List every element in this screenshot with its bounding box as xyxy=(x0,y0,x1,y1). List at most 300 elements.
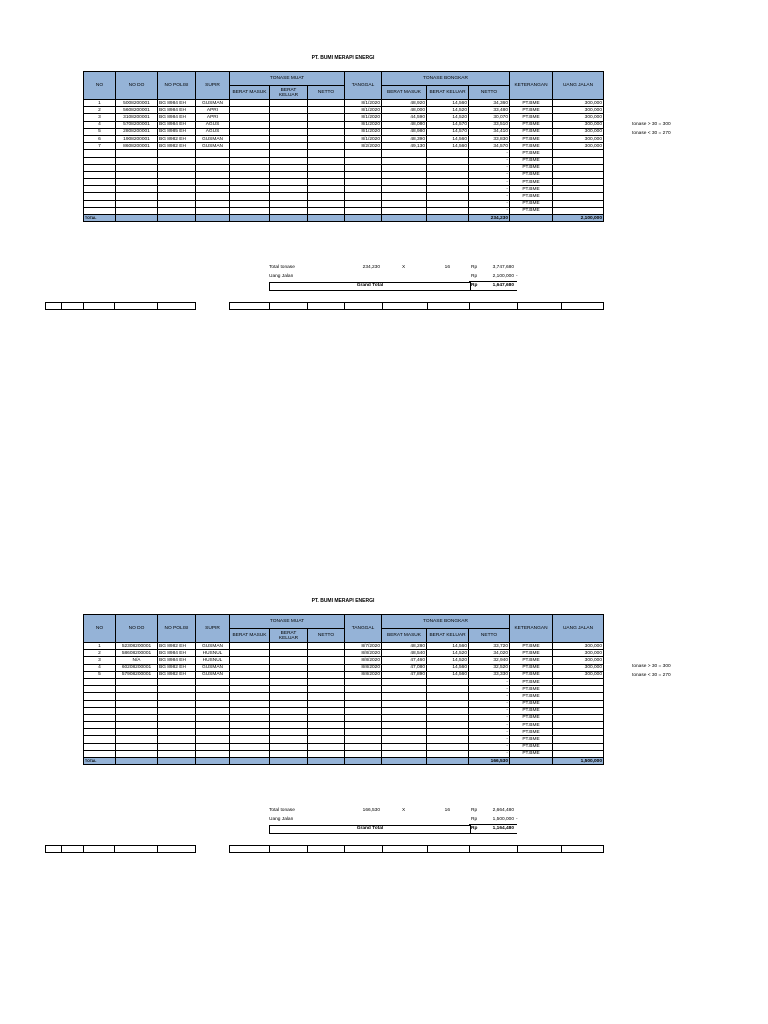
cell-empty xyxy=(345,193,382,200)
cell-netto: - xyxy=(469,729,510,736)
table-row xyxy=(84,100,604,107)
cell-netto: - xyxy=(469,171,510,178)
cell-netto: 34,410 xyxy=(469,128,510,135)
company-title: PT. BUMI MERAPI ENERGI xyxy=(311,55,375,61)
cell-empty xyxy=(345,700,382,707)
cell-keterangan: PT.BME xyxy=(510,729,553,736)
cell-empty xyxy=(116,700,158,707)
cell-empty xyxy=(382,157,427,164)
cell-empty xyxy=(196,743,230,750)
cell-tanggal: 8/1/2020 xyxy=(345,135,382,142)
cell-empty xyxy=(84,736,116,743)
cell-empty xyxy=(553,200,604,207)
cell-empty xyxy=(270,657,308,664)
cell-empty xyxy=(553,686,604,693)
cell-empty xyxy=(84,171,116,178)
cell-empty xyxy=(553,736,604,743)
cell-empty xyxy=(427,193,469,200)
cell-empty xyxy=(230,100,270,107)
cell-empty xyxy=(308,643,345,650)
cell-netto: - xyxy=(469,743,510,750)
empty-cell xyxy=(229,302,270,310)
cell-empty xyxy=(382,164,427,171)
cell-supir: GUSMAN xyxy=(196,100,230,107)
cell-empty xyxy=(230,678,270,685)
tonase-amount: 2,664,480 xyxy=(492,808,514,813)
cell-empty xyxy=(116,693,158,700)
cell-empty xyxy=(230,722,270,729)
cell-empty xyxy=(427,150,469,157)
cell-uang-jalan: 300,000 xyxy=(553,671,604,678)
table-row-empty xyxy=(84,700,604,707)
cell-netto: - xyxy=(469,686,510,693)
header-no: NO xyxy=(84,72,116,100)
cell-empty xyxy=(158,743,196,750)
cell-berat-keluar: 14,560 xyxy=(427,671,469,678)
cell-empty xyxy=(158,179,196,186)
cell-no-do: 8608200001 xyxy=(116,143,158,150)
shipment-sheet-2 xyxy=(83,598,603,843)
cell-supir: HUSNUL xyxy=(196,650,230,657)
cell-no-do: 3108200001 xyxy=(116,114,158,121)
cell-empty xyxy=(196,200,230,207)
cell-empty xyxy=(270,729,308,736)
cell-empty xyxy=(230,179,270,186)
cell-empty xyxy=(158,164,196,171)
cell-empty xyxy=(270,200,308,207)
table-row-empty xyxy=(84,678,604,685)
total-cell xyxy=(382,758,427,765)
cell-netto: - xyxy=(469,200,510,207)
cell-berat-masuk: 49,130 xyxy=(382,143,427,150)
cell-empty xyxy=(230,200,270,207)
shipment-table xyxy=(83,614,604,765)
cell-netto: 30,070 xyxy=(469,114,510,121)
cell-netto: 33,510 xyxy=(469,121,510,128)
cell-empty xyxy=(270,722,308,729)
table-row-empty xyxy=(84,707,604,714)
cell-berat-masuk: 47,080 xyxy=(382,664,427,671)
cell-empty xyxy=(270,671,308,678)
header-berat-keluar: BERAT KELUAR xyxy=(427,86,469,100)
cell-empty xyxy=(308,714,345,721)
empty-cell xyxy=(45,302,62,310)
total-cell xyxy=(230,758,270,765)
header-supir: SUPIR xyxy=(196,615,230,643)
total-row xyxy=(84,758,604,765)
cell-empty xyxy=(553,693,604,700)
cell-empty xyxy=(553,678,604,685)
header-tanggal: TANGGAL xyxy=(345,72,382,100)
empty-cell xyxy=(45,845,62,853)
total-cell xyxy=(270,758,308,765)
cell-empty xyxy=(270,750,308,757)
cell-keterangan: PT.BME xyxy=(510,743,553,750)
cell-empty xyxy=(196,193,230,200)
cell-berat-masuk: 48,390 xyxy=(382,135,427,142)
cell-empty xyxy=(270,171,308,178)
cell-no: 7 xyxy=(84,143,116,150)
header-keterangan: KETERANGAN xyxy=(510,72,553,100)
cell-no-do: 58608200001 xyxy=(116,650,158,657)
cell-no-polisi: BG 8985 EH xyxy=(158,128,196,135)
cell-netto: 33,830 xyxy=(469,135,510,142)
cell-empty xyxy=(158,686,196,693)
cell-netto: 33,330 xyxy=(469,671,510,678)
cell-empty xyxy=(345,164,382,171)
table-row-empty xyxy=(84,722,604,729)
cell-netto: 32,520 xyxy=(469,664,510,671)
table-row-empty xyxy=(84,157,604,164)
table-row xyxy=(84,671,604,678)
table-row-empty xyxy=(84,186,604,193)
cell-no-polisi: BG 8982 EH xyxy=(158,135,196,142)
header-no-do: NO DO xyxy=(116,615,158,643)
cell-uang-jalan: 300,000 xyxy=(553,643,604,650)
header-tonase-bongkar: TONASE BONGKAR xyxy=(382,615,510,629)
cell-keterangan: PT.BME xyxy=(510,193,553,200)
currency-label: Rp xyxy=(471,265,478,270)
cell-empty xyxy=(308,200,345,207)
currency-label: Rp xyxy=(471,808,478,813)
cell-netto: 34,360 xyxy=(469,100,510,107)
cell-empty xyxy=(158,729,196,736)
cell-keterangan: PT.BME xyxy=(510,722,553,729)
cell-empty xyxy=(553,700,604,707)
cell-tanggal: 8/8/2020 xyxy=(345,650,382,657)
cell-supir: AGUS xyxy=(196,121,230,128)
cell-empty xyxy=(345,207,382,214)
cell-no: 1 xyxy=(84,100,116,107)
cell-empty xyxy=(158,200,196,207)
cell-empty xyxy=(230,714,270,721)
cell-empty xyxy=(308,114,345,121)
header-uang-jalan: UANG JALAN xyxy=(553,72,604,100)
cell-no-do: 5008200001 xyxy=(116,100,158,107)
cell-empty xyxy=(553,186,604,193)
header-keterangan: KETERANGAN xyxy=(510,615,553,643)
cell-empty xyxy=(230,164,270,171)
cell-empty xyxy=(308,150,345,157)
tonase-note: tonase > 30 = 300 xyxy=(632,122,671,127)
cell-empty xyxy=(116,736,158,743)
cell-no-do: 52308200001 xyxy=(116,643,158,650)
cell-no-do: 57908200001 xyxy=(116,671,158,678)
cell-empty xyxy=(427,678,469,685)
cell-empty xyxy=(427,743,469,750)
cell-empty xyxy=(270,107,308,114)
cell-empty xyxy=(270,664,308,671)
empty-cell xyxy=(517,845,562,853)
cell-empty xyxy=(270,714,308,721)
cell-empty xyxy=(158,207,196,214)
total-cell xyxy=(345,215,382,222)
cell-no-polisi: BG 8982 EH xyxy=(158,671,196,678)
cell-netto: - xyxy=(469,707,510,714)
empty-cell xyxy=(83,845,115,853)
cell-tanggal: 8/1/2020 xyxy=(345,128,382,135)
total-cell xyxy=(510,215,553,222)
cell-empty xyxy=(270,693,308,700)
cell-empty xyxy=(270,157,308,164)
cell-keterangan: PT.BME xyxy=(510,200,553,207)
cell-empty xyxy=(270,186,308,193)
cell-empty xyxy=(553,714,604,721)
cell-empty xyxy=(230,150,270,157)
total-uang-jalan: 1,500,000 xyxy=(553,758,604,765)
cell-empty xyxy=(84,693,116,700)
cell-empty xyxy=(308,729,345,736)
cell-empty xyxy=(158,714,196,721)
cell-empty xyxy=(382,729,427,736)
cell-empty xyxy=(196,686,230,693)
cell-empty xyxy=(308,722,345,729)
total-cell xyxy=(230,215,270,222)
cell-empty xyxy=(553,150,604,157)
cell-no: 6 xyxy=(84,135,116,142)
cell-berat-masuk: 48,540 xyxy=(382,650,427,657)
cell-empty xyxy=(308,135,345,142)
cell-empty xyxy=(427,707,469,714)
currency-label: Rp xyxy=(471,826,478,831)
cell-empty xyxy=(84,200,116,207)
cell-netto: - xyxy=(469,186,510,193)
empty-cell xyxy=(382,302,428,310)
cell-keterangan: PT.BME xyxy=(510,750,553,757)
cell-empty xyxy=(382,693,427,700)
cell-empty xyxy=(230,707,270,714)
cell-empty xyxy=(158,693,196,700)
cell-netto: 32,940 xyxy=(469,657,510,664)
cell-empty xyxy=(230,143,270,150)
total-cell xyxy=(308,215,345,222)
header-no-do: NO DO xyxy=(116,72,158,100)
currency-label: Rp xyxy=(471,283,478,288)
cell-empty xyxy=(196,150,230,157)
cell-empty xyxy=(345,686,382,693)
cell-empty xyxy=(158,186,196,193)
cell-keterangan: PT.BME xyxy=(510,143,553,150)
cell-empty xyxy=(84,743,116,750)
cell-empty xyxy=(427,686,469,693)
cell-empty xyxy=(196,186,230,193)
total-cell xyxy=(196,758,230,765)
cell-empty xyxy=(382,193,427,200)
grand-total-underline xyxy=(469,290,517,291)
cell-empty xyxy=(308,750,345,757)
cell-berat-masuk: 48,000 xyxy=(382,107,427,114)
cell-empty xyxy=(427,700,469,707)
cell-netto: - xyxy=(469,207,510,214)
cell-empty xyxy=(553,743,604,750)
cell-keterangan: PT.BME xyxy=(510,114,553,121)
cell-empty xyxy=(308,700,345,707)
grand-total-row xyxy=(269,825,603,832)
shipment-sheet-1 xyxy=(83,55,603,300)
cell-no-polisi: BG 8984 EH xyxy=(158,100,196,107)
cell-empty xyxy=(427,179,469,186)
cell-empty xyxy=(230,193,270,200)
cell-empty xyxy=(116,179,158,186)
cell-empty xyxy=(116,157,158,164)
currency-label: Rp xyxy=(471,273,478,279)
cell-berat-masuk: 48,080 xyxy=(382,121,427,128)
cell-berat-keluar: 14,560 xyxy=(427,100,469,107)
cell-no: 2 xyxy=(84,650,116,657)
table-row xyxy=(84,114,604,121)
table-row-empty xyxy=(84,743,604,750)
cell-empty xyxy=(230,121,270,128)
cell-no-polisi: BG 8982 EH xyxy=(158,664,196,671)
cell-keterangan: PT.BME xyxy=(510,186,553,193)
cell-empty xyxy=(158,722,196,729)
cell-no: 2 xyxy=(84,107,116,114)
cell-empty xyxy=(116,743,158,750)
uang-jalan-row xyxy=(269,274,603,281)
cell-tanggal: 8/1/2020 xyxy=(345,107,382,114)
total-netto: 234,230 xyxy=(469,215,510,222)
cell-empty xyxy=(196,722,230,729)
cell-keterangan: PT.BME xyxy=(510,179,553,186)
cell-berat-keluar: 14,560 xyxy=(427,143,469,150)
table-row xyxy=(84,128,604,135)
cell-uang-jalan: 300,000 xyxy=(553,135,604,142)
cell-empty xyxy=(84,686,116,693)
cell-empty xyxy=(116,729,158,736)
header-berat-keluar-muat: BERAT KELUAR xyxy=(270,629,308,643)
cell-tanggal: 8/7/2020 xyxy=(345,643,382,650)
cell-empty xyxy=(230,750,270,757)
cell-empty xyxy=(84,722,116,729)
cell-keterangan: PT.BME xyxy=(510,686,553,693)
cell-empty xyxy=(84,729,116,736)
cell-supir: GUSMAN xyxy=(196,671,230,678)
total-tonase-label: Total tonase xyxy=(269,265,295,270)
total-cell xyxy=(158,215,196,222)
uang-jalan-amount: 2,100,000 xyxy=(492,273,514,279)
header-uang-jalan: UANG JALAN xyxy=(553,615,604,643)
cell-empty xyxy=(382,200,427,207)
header-netto-muat: NETTO xyxy=(308,629,345,643)
cell-empty xyxy=(308,657,345,664)
cell-empty xyxy=(196,707,230,714)
cell-empty xyxy=(308,650,345,657)
cell-empty xyxy=(230,657,270,664)
empty-cell xyxy=(114,845,158,853)
empty-cell xyxy=(344,845,383,853)
cell-netto: - xyxy=(469,150,510,157)
cell-empty xyxy=(158,678,196,685)
cell-tanggal: 8/1/2020 xyxy=(345,121,382,128)
cell-empty xyxy=(427,750,469,757)
cell-empty xyxy=(196,179,230,186)
empty-cell xyxy=(229,845,270,853)
cell-supir: AGUS xyxy=(196,128,230,135)
total-cell xyxy=(196,215,230,222)
cell-empty xyxy=(427,714,469,721)
cell-empty xyxy=(427,207,469,214)
cell-empty xyxy=(382,179,427,186)
cell-empty xyxy=(196,693,230,700)
header-berat-masuk: BERAT MASUK xyxy=(382,86,427,100)
cell-berat-masuk: 48,280 xyxy=(382,643,427,650)
total-tonase-label: Total tonase xyxy=(269,808,295,813)
empty-cell xyxy=(157,845,196,853)
cell-no-do: 1908200001 xyxy=(116,135,158,142)
cell-keterangan: PT.BME xyxy=(510,664,553,671)
cell-empty xyxy=(345,678,382,685)
cell-berat-masuk: 48,920 xyxy=(382,100,427,107)
tonase-note: tonase < 30 = 270 xyxy=(632,673,671,678)
cell-empty xyxy=(382,171,427,178)
cell-empty xyxy=(84,164,116,171)
cell-uang-jalan: 300,000 xyxy=(553,143,604,150)
cell-netto: - xyxy=(469,722,510,729)
cell-supir: HUSNUL xyxy=(196,657,230,664)
cell-netto: - xyxy=(469,693,510,700)
cell-keterangan: PT.BME xyxy=(510,671,553,678)
header-tonase-muat: TONASE MUAT xyxy=(230,72,345,86)
cell-empty xyxy=(553,171,604,178)
dash-mark: - xyxy=(516,273,518,279)
cell-empty xyxy=(427,186,469,193)
cell-keterangan: PT.BME xyxy=(510,157,553,164)
empty-cell xyxy=(114,302,158,310)
rate-value: 16 xyxy=(444,808,450,813)
cell-empty xyxy=(345,743,382,750)
grand-total-value: 1,647,680 xyxy=(492,283,514,288)
cell-empty xyxy=(382,150,427,157)
cell-empty xyxy=(308,157,345,164)
cell-empty xyxy=(270,643,308,650)
cell-supir: APRI xyxy=(196,114,230,121)
cell-empty xyxy=(308,128,345,135)
cell-empty xyxy=(553,707,604,714)
total-row xyxy=(84,215,604,222)
cell-empty xyxy=(427,171,469,178)
header-no-polisi: NO POLISI xyxy=(158,72,196,100)
cell-empty xyxy=(345,186,382,193)
cell-uang-jalan: 300,000 xyxy=(553,657,604,664)
cell-uang-jalan: 300,000 xyxy=(553,100,604,107)
header-tonase-muat: TONASE MUAT xyxy=(230,615,345,629)
cell-keterangan: PT.BME xyxy=(510,171,553,178)
cell-no-do: 2808200001 xyxy=(116,128,158,135)
header-berat-masuk-muat: BERAT MASUK xyxy=(230,86,270,100)
cell-empty xyxy=(84,193,116,200)
tonase-note: tonase > 30 = 300 xyxy=(632,664,671,669)
cell-keterangan: PT.BME xyxy=(510,135,553,142)
cell-empty xyxy=(553,722,604,729)
uang-jalan-amount: 1,500,000 xyxy=(492,816,514,822)
cell-empty xyxy=(270,143,308,150)
cell-no-polisi: BG 8984 EH xyxy=(158,107,196,114)
cell-netto: 33,480 xyxy=(469,107,510,114)
cell-supir: GUSMAN xyxy=(196,664,230,671)
cell-empty xyxy=(230,207,270,214)
cell-empty xyxy=(84,678,116,685)
cell-empty xyxy=(270,121,308,128)
cell-empty xyxy=(553,157,604,164)
total-cell xyxy=(116,758,158,765)
cell-supir: GUSMAN xyxy=(196,143,230,150)
empty-cell xyxy=(382,845,428,853)
total-netto: 166,530 xyxy=(469,758,510,765)
cell-empty xyxy=(116,678,158,685)
cell-empty xyxy=(84,714,116,721)
cell-empty xyxy=(308,193,345,200)
cell-empty xyxy=(382,186,427,193)
